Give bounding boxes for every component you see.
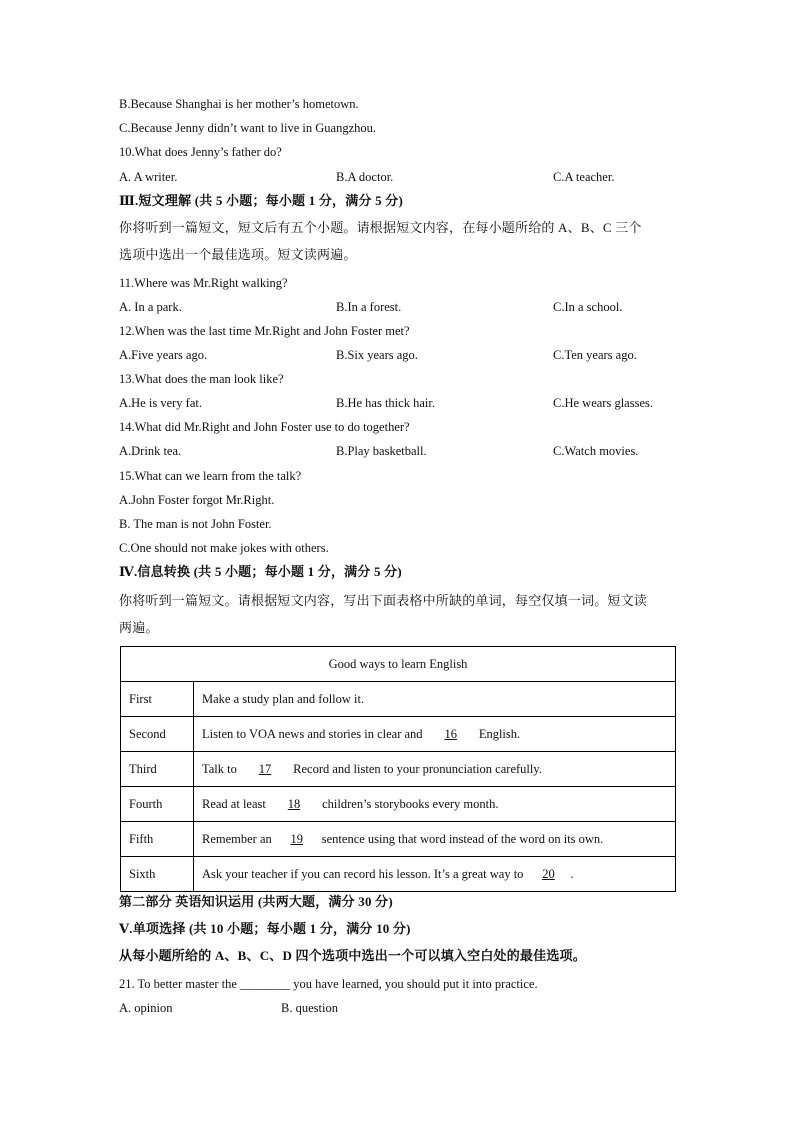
table-row — [121, 717, 676, 752]
section-5-heading: Ⅴ.单项选择 (共 10 小题；每小题 1 分，满分 10 分) — [119, 921, 411, 936]
question-14: 14.What did Mr.Right and John Foster use to do together? — [119, 420, 410, 434]
row-content — [194, 717, 676, 752]
q13-option-b: B.He has thick hair. — [336, 396, 435, 410]
q14-option-a: A.Drink tea. — [119, 444, 182, 458]
q12-option-c: C.Ten years ago. — [553, 348, 637, 362]
row-text: . — [570, 866, 574, 881]
section-4-instructions-2: 两遍。 — [119, 620, 159, 635]
section-4-heading: Ⅳ.信息转换 (共 5 小题；每小题 1 分，满分 5 分) — [119, 564, 402, 579]
row-text: Read at least — [202, 796, 269, 811]
q9-option-b: B.Because Shanghai is her mother’s hometown. — [119, 97, 359, 111]
row-label: Fourth — [121, 787, 194, 822]
q12-option-b: B.Six years ago. — [336, 348, 418, 362]
table-row — [121, 682, 676, 717]
q15-option-b: B. The man is not John Foster. — [119, 517, 272, 531]
table-row — [121, 857, 676, 892]
blank-17[interactable] — [240, 762, 290, 777]
q21-option-b: B. question — [281, 1001, 338, 1015]
blank-number: 17 — [258, 761, 272, 776]
q13-option-a: A.He is very fat. — [119, 396, 202, 410]
section-4-instructions-1: 你将听到一篇短文。请根据短文内容，写出下面表格中所缺的单词，每空仅填一词。短文读 — [119, 593, 648, 608]
row-text: Make a study plan and follow it. — [202, 691, 365, 706]
row-label: Second — [121, 717, 194, 752]
table-title: Good ways to learn English — [121, 647, 676, 682]
question-12: 12.When was the last time Mr.Right and John Foster met? — [119, 324, 410, 338]
row-label: Third — [121, 752, 194, 787]
blank-number: 16 — [444, 726, 457, 741]
q10-option-a: A. A writer. — [119, 170, 178, 184]
table-row — [121, 752, 676, 787]
q12-option-a: A.Five years ago. — [119, 348, 208, 362]
question-15: 15.What can we learn from the talk? — [119, 469, 302, 483]
row-content — [194, 822, 676, 857]
blank-number: 18 — [287, 796, 301, 811]
q10-option-c: C.A teacher. — [553, 170, 615, 184]
q15-option-c: C.One should not make jokes with others. — [119, 541, 329, 555]
row-text: Ask your teacher if you can record his lesson. It’s a great way to — [202, 866, 527, 881]
q11-option-b: B.In a forest. — [336, 300, 402, 314]
row-text: Listen to VOA news and stories in clear and — [202, 726, 426, 741]
row-content — [194, 787, 676, 822]
row-text: Remember an — [202, 831, 275, 846]
table-row — [121, 787, 676, 822]
blank-18[interactable] — [269, 797, 319, 812]
row-text: English. — [475, 726, 521, 741]
section-3-heading: Ⅲ.短文理解 (共 5 小题；每小题 1 分，满分 5 分) — [119, 193, 403, 208]
blank-20[interactable] — [527, 866, 574, 882]
question-13: 13.What does the man look like? — [119, 372, 284, 386]
blank-16[interactable] — [426, 727, 476, 742]
q14-option-b: B.Play basketball. — [336, 444, 427, 458]
q15-option-a: A.John Foster forgot Mr.Right. — [119, 493, 275, 507]
section-3-instructions-2: 选项中选出一个最佳选项。短文读两遍。 — [119, 247, 357, 262]
row-content — [194, 752, 676, 787]
row-text: sentence using that word instead of the word on its own. — [318, 831, 604, 846]
blank-number: 19 — [290, 831, 304, 846]
question-10: 10.What does Jenny’s father do? — [119, 145, 282, 159]
q13-option-c: C.He wears glasses. — [553, 396, 653, 410]
row-text: children’s storybooks every month. — [319, 796, 499, 811]
row-content — [194, 682, 676, 717]
row-label: Sixth — [121, 857, 194, 892]
q11-option-a: A. In a park. — [119, 300, 182, 314]
row-text: Talk to — [202, 761, 241, 776]
question-11: 11.Where was Mr.Right walking? — [119, 276, 288, 290]
section-5-instructions: 从每小题所给的 A、B、C、D 四个选项中选出一个可以填入空白处的最佳选项。 — [119, 948, 586, 963]
blank-19[interactable] — [275, 832, 319, 847]
q11-option-c: C.In a school. — [553, 300, 623, 314]
row-label: Fifth — [121, 822, 194, 857]
row-content — [194, 857, 676, 892]
table-row — [121, 822, 676, 857]
q14-option-c: C.Watch movies. — [553, 444, 639, 458]
row-label: First — [121, 682, 194, 717]
q9-option-c: C.Because Jenny didn’t want to live in Guangzhou. — [119, 121, 377, 135]
q10-option-b: B.A doctor. — [336, 170, 394, 184]
section-3-instructions-1: 你将听到一篇短文，短文后有五个小题。请根据短文内容，在每小题所给的 A、B、C 三个 — [119, 220, 642, 235]
part-2-heading: 第二部分 英语知识运用 (共两大题，满分 30 分) — [119, 894, 393, 909]
question-21: 21. To better master the ________ you have learned, you should put it into practice. — [119, 977, 538, 991]
q21-option-a: A. opinion — [119, 1001, 173, 1015]
info-table — [120, 646, 676, 892]
blank-number: 20 — [542, 866, 555, 881]
row-text: Record and listen to your pronunciation carefully. — [290, 761, 542, 776]
